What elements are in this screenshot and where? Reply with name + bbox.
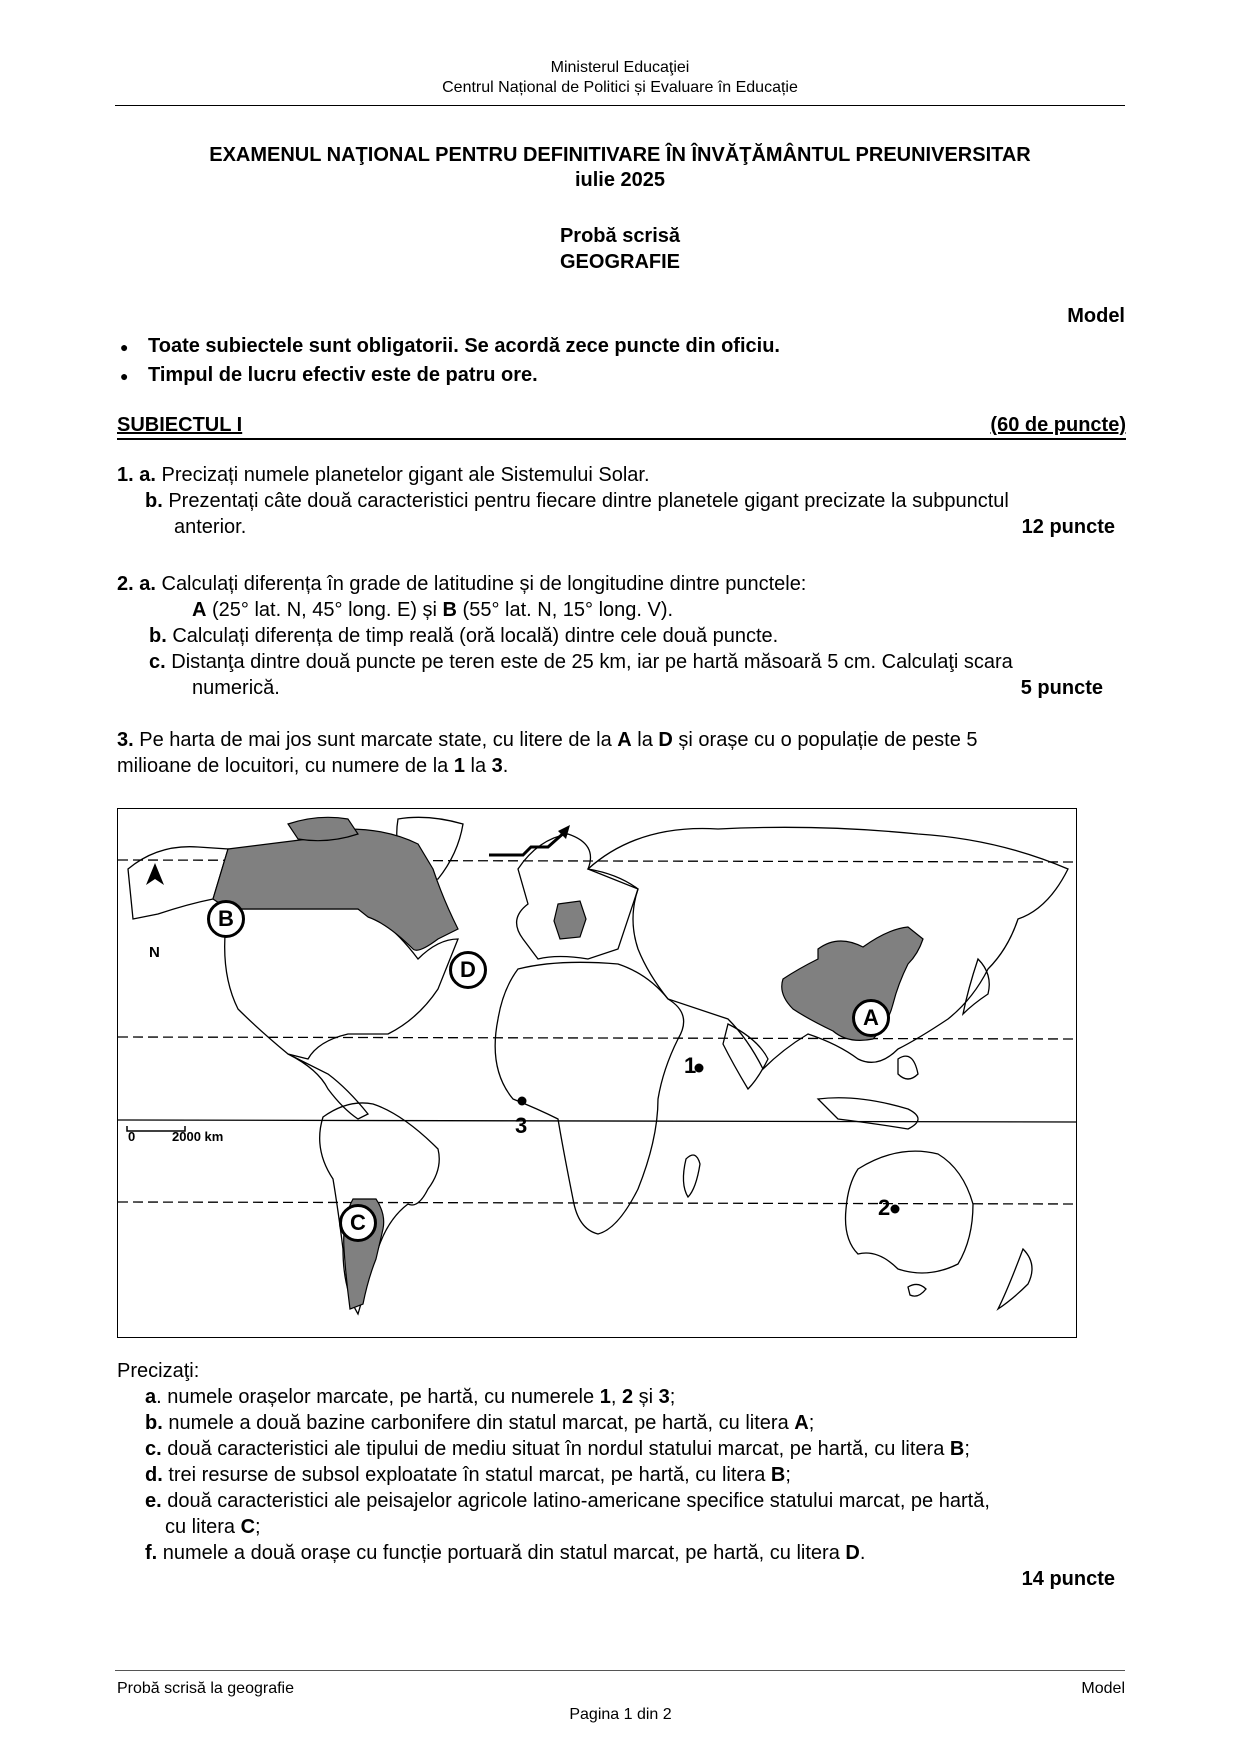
question-1: 1. a. Precizați numele planetelor gigant ale Sistemului Solar. b. Prezentați câte două caracteristici pentru fiecare dintre planetele gigant precizate la subpunctul anterior. 12 puncte: [117, 464, 1115, 538]
bullet-icon: ●: [120, 339, 129, 355]
map-marker-C: C: [339, 1204, 377, 1242]
instruction-item: ● Timpul de lucru efectiv este de patru ore.: [120, 361, 780, 390]
section-heading: [117, 413, 1126, 440]
header-ministry: Ministerul Educaţiei: [550, 59, 690, 76]
city-dot-2: [891, 1205, 900, 1214]
map-city-3: 3: [515, 1113, 528, 1138]
north-arrow: [146, 863, 164, 885]
q3-item-b: b. numele a două bazine carbonifere din statul marcat, pe hartă, cu litera A;: [145, 1412, 815, 1434]
world-map: [117, 808, 1077, 1338]
north-label: N: [149, 944, 160, 961]
model-tag: Model: [1067, 305, 1125, 327]
footer-left: Probă scrisă la geografie: [117, 1680, 294, 1697]
section-name: SUBIECTUL I: [117, 414, 243, 436]
question-3-intro: 3. Pe harta de mai jos sunt marcate state, cu litere de la A la D și orașe cu o populație de peste 5 milioane de locuitori, cu numere de la 1 la 3.: [117, 729, 978, 777]
header-divider: [115, 105, 1125, 106]
q3-item-f: f. numele a două orașe cu funcție portuară din statul marcat, pe hartă, cu litera D.: [145, 1542, 866, 1564]
page-number: Pagina 1 din 2: [569, 1706, 672, 1723]
q3-item-d: d. trei resurse de subsol exploatate în statul marcat, pe hartă, cu litera B;: [145, 1464, 791, 1486]
map-city-1: 1: [684, 1053, 697, 1078]
subject-title: GEOGRAFIE: [559, 251, 680, 273]
section-points: (60 de puncte): [990, 414, 1126, 436]
exam-session: iulie 2025: [574, 169, 666, 191]
map-marker-A: A: [852, 999, 890, 1037]
instructions-list: [120, 332, 780, 390]
scale-label: 2000 km: [172, 1129, 224, 1144]
map-city-2: 2: [878, 1195, 891, 1220]
q3-item-a: a. numele orașelor marcate, pe hartă, cu numerele 1, 2 și 3;: [145, 1386, 676, 1408]
q3-item-e-cont: cu litera C;: [165, 1516, 261, 1538]
city-dot-3: [518, 1097, 527, 1106]
q3-points: 14 puncte: [1021, 1568, 1115, 1590]
question-2: 2. a. Calculați diferența în grade de latitudine și de longitudine dintre punctele: A (25° lat. N, 45° long. E) și B (55° lat. N, 15° long. V). b. Calculați diferența de timp reală (oră locală) dintre cele două puncte. c. Distanţa dintre două puncte pe teren este de 25 km, iar pe hartă măsoară 5 cm. Calculaţi scara numerică. 5 puncte: [117, 573, 1103, 699]
q1-points: 12 puncte: [1021, 516, 1115, 538]
bullet-icon: ●: [120, 368, 129, 384]
map-marker-D: D: [449, 951, 487, 989]
q2-points: 5 puncte: [1020, 677, 1103, 699]
instruction-item: ● Toate subiectele sunt obligatorii. Se acordă zece puncte din oficiu.: [120, 332, 780, 361]
q3-item-c: c. două caracteristici ale tipului de mediu situat în nordul statului marcat, pe hartă, cu litera B;: [145, 1438, 970, 1460]
header-center: Centrul Național de Politici și Evaluare în Educație: [442, 79, 798, 96]
q3-item-e: e. două caracteristici ale peisajelor agricole latino-americane specifice statului marcat, pe hartă,: [145, 1490, 990, 1512]
question-3-items: [117, 1358, 1127, 1592]
world-map-outline: [118, 809, 1077, 1338]
footer-divider: [115, 1670, 1125, 1671]
scale-zero: 0: [128, 1129, 136, 1144]
footer-right: Model: [1081, 1680, 1125, 1697]
map-marker-B: B: [207, 900, 245, 938]
test-type: Probă scrisă: [559, 225, 681, 247]
q3-prompt: Precizaţi:: [117, 1360, 200, 1382]
exam-title: EXAMENUL NAŢIONAL PENTRU DEFINITIVARE ÎN ÎNVĂŢĂMÂNTUL PREUNIVERSITAR: [209, 144, 1031, 166]
